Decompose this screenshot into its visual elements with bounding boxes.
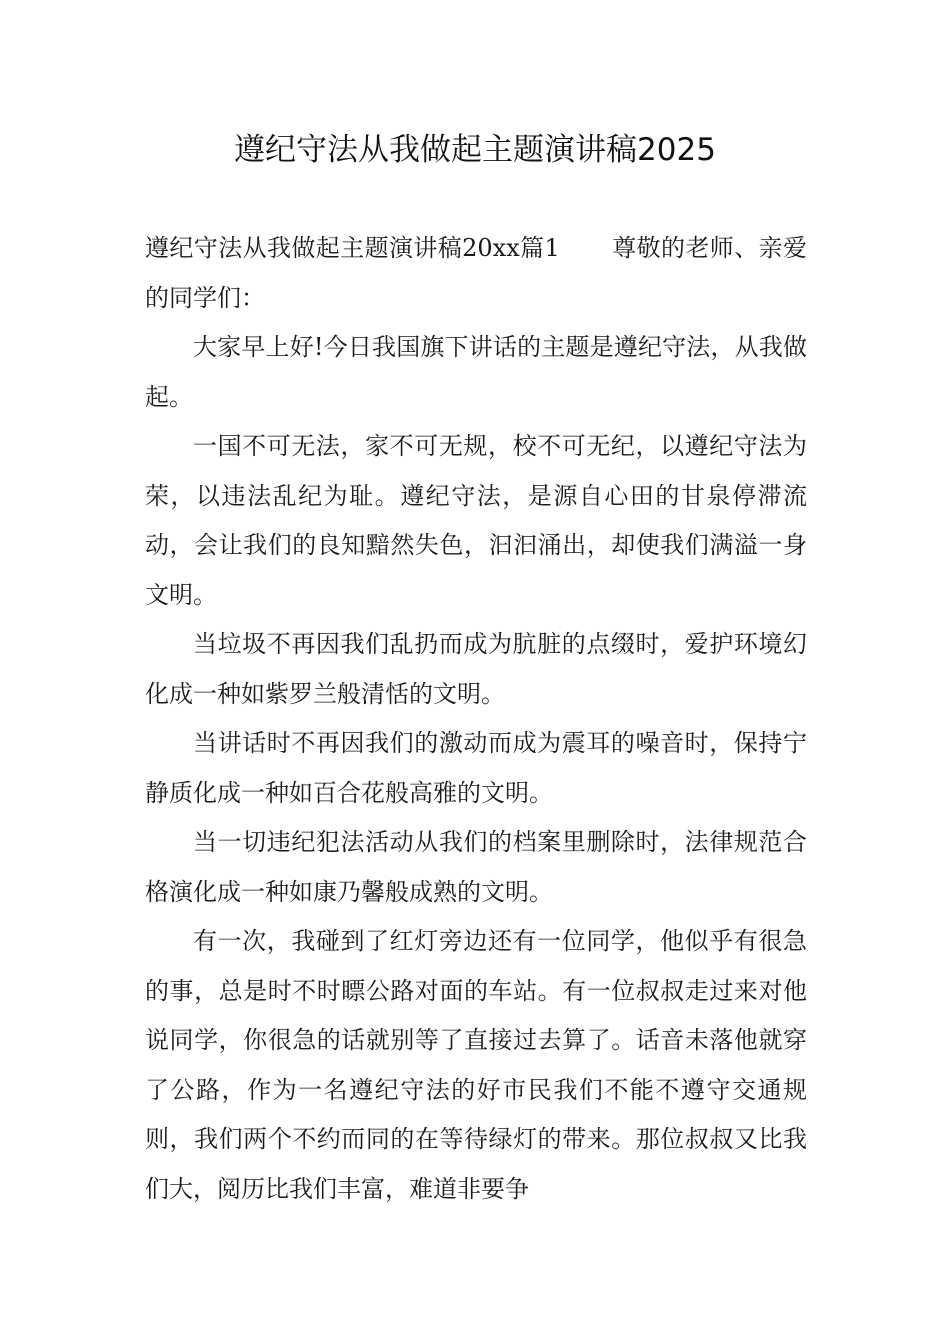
paragraph: 当垃圾不再因我们乱扔而成为肮脏的点缀时，爱护环境幻化成一种如紫罗兰般清恬的文明。 [145, 630, 807, 708]
paragraph: 有一次，我碰到了红灯旁边还有一位同学，他似乎有很急的事，总是时不时瞟公路对面的车站。有一位叔叔走过来对他说同学，你很急的话就别等了直接过去算了。话音未落他就穿了公路，作为一名遵纪守法的好市民我们不能不遵守交通规则，我们两个不约而同的在等待绿灯的带来。那位叔叔又比我们大，阅历比我们丰富，难道非要争 [145, 927, 807, 1203]
paragraph: 大家早上好!今日我国旗下讲话的主题是遵纪守法，从我做起。 [145, 333, 807, 411]
heading-line-paragraph [145, 224, 807, 323]
section-heading: 遵纪守法从我做起主题演讲稿20xx篇1 [145, 234, 560, 262]
salutation: 尊敬的老师、亲爱的同学们： [145, 234, 807, 312]
paragraph: 当讲话时不再因我们的激动而成为震耳的噪音时，保持宁静质化成一种如百合花般高雅的文明。 [145, 729, 807, 807]
paragraph: 一国不可无法，家不可无规，校不可无纪，以遵纪守法为荣，以违法乱纪为耻。遵纪守法，是源自心田的甘泉停滞流动，会让我们的良知黯然失色，汩汩涌出，却使我们满溢一身文明。 [145, 432, 807, 609]
document-title: 遵纪守法从我做起主题演讲稿2025 [234, 132, 716, 168]
document-body [145, 224, 807, 1214]
paragraph: 当一切违纪犯法活动从我们的档案里删除时，法律规范合格演化成一种如康乃馨般成熟的文明。 [145, 828, 807, 906]
